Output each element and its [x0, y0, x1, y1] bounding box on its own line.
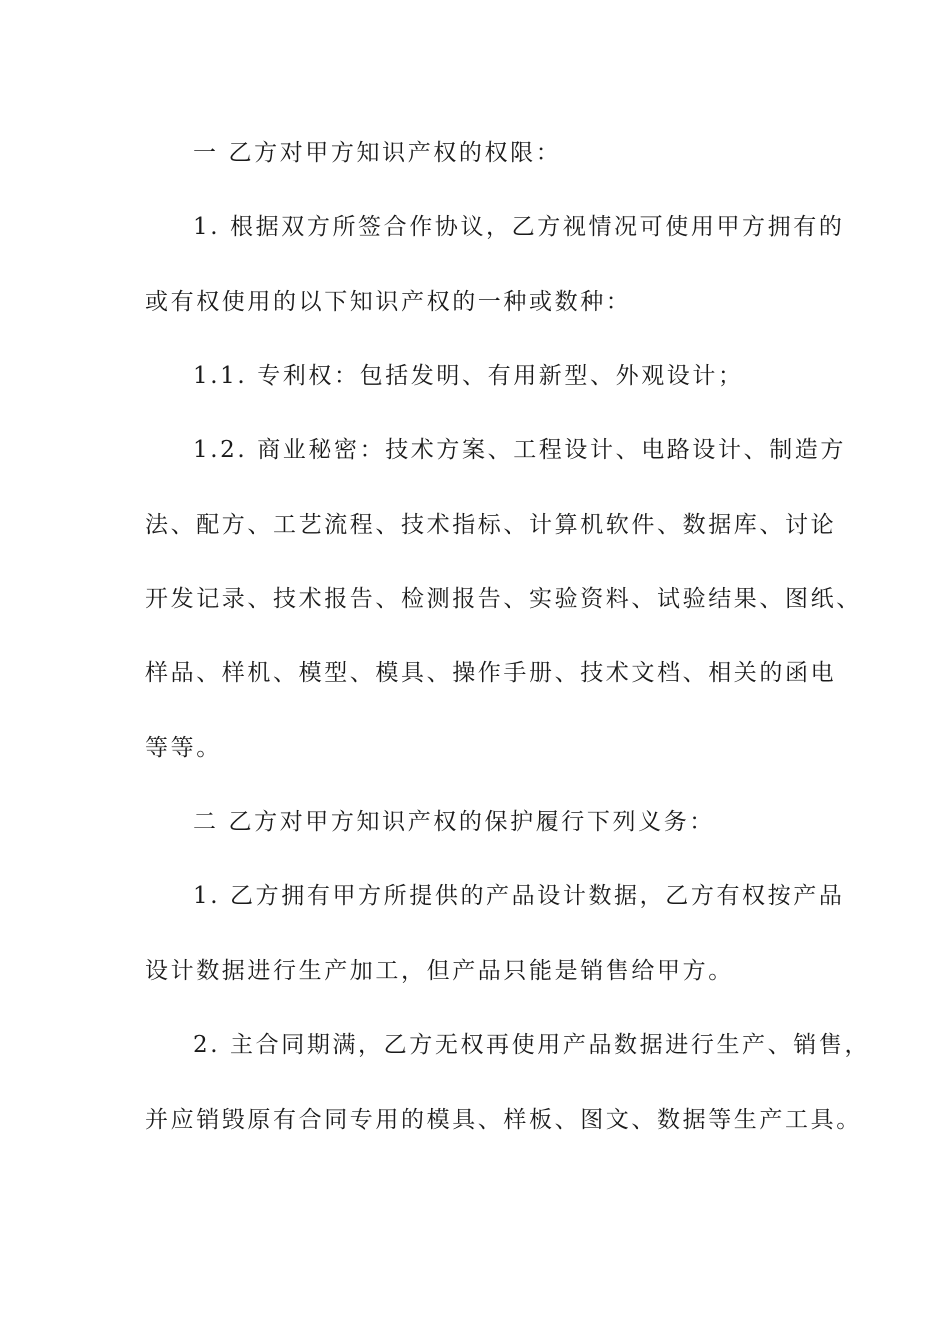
section-2-item-1-line-1: 1. 乙方拥有甲方所提供的产品设计数据，乙方有权按产品 [193, 883, 845, 909]
section-2-item-2-line-2: 并应销毁原有合同专用的模具、样板、图文、数据等生产工具。 [145, 1107, 862, 1133]
section-1-item-1-2-line-2: 法、配方、工艺流程、技术指标、计算机软件、数据库、讨论 [145, 512, 837, 538]
section-1-item-1-2-line-5: 等等。 [145, 735, 222, 761]
section-1-item-1-2-line-1: 1.2. 商业秘密：技术方案、工程设计、电路设计、制造方 [193, 437, 846, 463]
section-1-item-1-line-2: 或有权使用的以下知识产权的一种或数种： [145, 289, 632, 315]
section-1-item-1-2-line-3: 开发记录、技术报告、检测报告、实验资料、试验结果、图纸、 [145, 586, 862, 612]
section-2-item-1-line-2: 设计数据进行生产加工，但产品只能是销售给甲方。 [145, 958, 734, 984]
section-2-heading: 二 乙方对甲方知识产权的保护履行下列义务： [193, 809, 715, 835]
section-1-item-1-2-line-4: 样品、样机、模型、模具、操作手册、技术文档、相关的函电 [145, 660, 837, 686]
section-1-item-1-1: 1.1. 专利权：包括发明、有用新型、外观设计； [193, 363, 744, 389]
section-1-item-1-line-1: 1. 根据双方所签合作协议，乙方视情况可使用甲方拥有的 [193, 214, 845, 240]
section-2-item-2-line-1: 2. 主合同期满，乙方无权再使用产品数据进行生产、销售， [193, 1032, 871, 1058]
section-1-heading: 一 乙方对甲方知识产权的权限： [193, 140, 562, 166]
